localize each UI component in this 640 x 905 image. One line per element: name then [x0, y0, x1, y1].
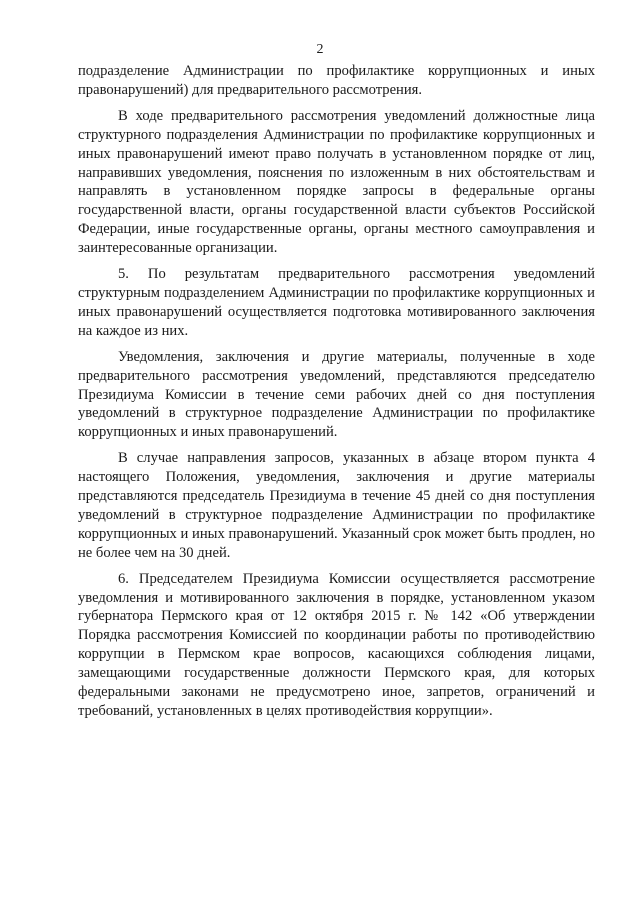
paragraph-item-6: 6. Председателем Президиума Комиссии осуществляется рассмотрение уведомления и мотивированного заключения в порядке, установленном указом губернатора Пермского края от 12 октября 2015 г. № 142 «Об утверждении Порядка рассмотрения Комиссией по координации работы по противодействию коррупции в Пермском крае вопросов, касающихся соблюдения лицами, замещающими государственные должности Пермского края, для которых федеральными законами не предусмотрено иное, запретов, ограничений и требований, установленных в целях противодействия коррупции». [78, 570, 595, 719]
page-number: 2 [316, 42, 324, 57]
paragraph-preliminary-review: В ходе предварительного рассмотрения уведомлений должностные лица структурного подразделения Администрации по профилактике коррупционных и иных правонарушений имеют право получать в установленном порядке от лиц, направивших уведомления, пояснения по изложенным в них обстоятельствам и направлять в установленном порядке запросы в федеральные органы государственной власти, органы государственной власти субъектов Российской Федерации, иные государственные органы, органы местного самоуправления и заинтересованные организации. [78, 107, 595, 257]
paragraph-requests-deadline: В случае направления запросов, указанных в абзаце втором пункта 4 настоящего Положения, уведомления, заключения и другие материалы представляются председатель Президиума в течение 45 дней со дня поступления уведомлений в структурное подразделение Администрации по профилактике коррупционных и иных правонарушений. Указанный срок может быть продлен, но не более чем на 30 дней. [78, 450, 595, 561]
document-body [78, 62, 595, 721]
paragraph-item-5: 5. По результатам предварительного рассмотрения уведомлений структурным подразделением Администрации по профилактике коррупционных и иных правонарушений осуществляется подготовка мотивированного заключения на каждое из них. [78, 266, 595, 339]
paragraph-continuation: подразделение Администрации по профилактике коррупционных и иных правонарушений) для предварительного рассмотрения. [78, 63, 595, 98]
paragraph-submission-deadline: Уведомления, заключения и другие материалы, полученные в ходе предварительного рассмотрения уведомлений, представляются председателю Президиума Комиссии в течение семи рабочих дней со дня поступления уведомлений в структурное подразделение Администрации по профилактике коррупционных и иных правонарушений. [78, 348, 595, 441]
